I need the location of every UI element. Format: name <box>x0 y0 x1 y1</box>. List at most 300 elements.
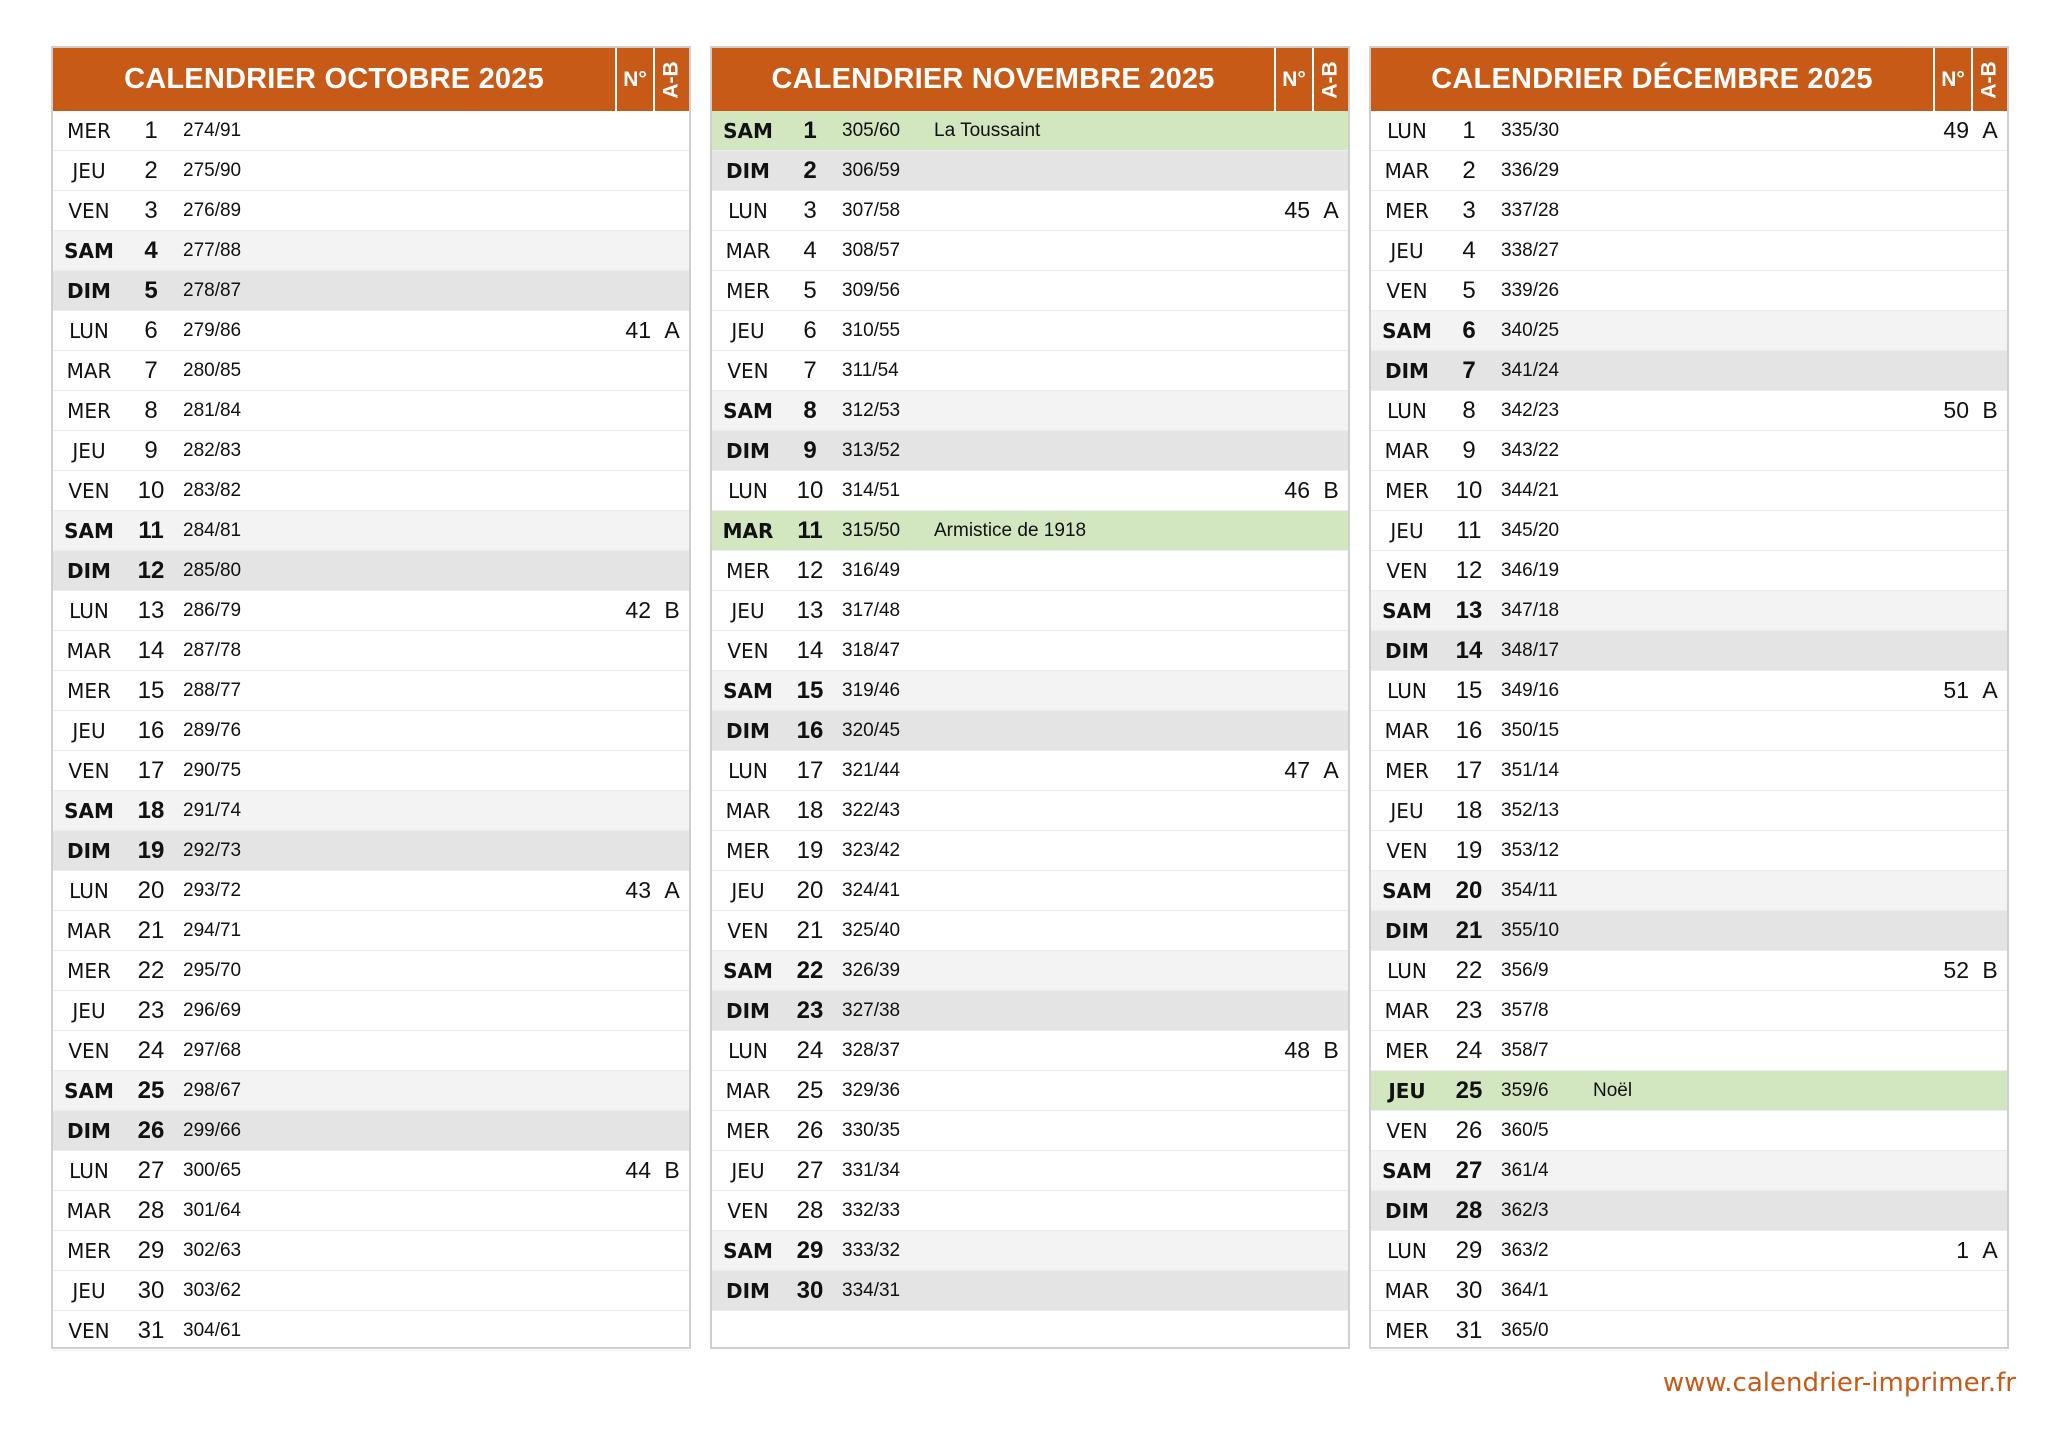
day-of-week: DIM <box>67 278 111 303</box>
day-row <box>53 591 689 631</box>
day-row <box>712 951 1348 991</box>
day-number: 3 <box>1462 196 1476 224</box>
day-row <box>1371 391 2007 431</box>
ab-week: A <box>1323 197 1339 223</box>
day-row <box>712 511 1348 551</box>
day-row <box>1371 831 2007 871</box>
day-row <box>1371 951 2007 991</box>
day-number: 24 <box>796 1036 824 1064</box>
ab-week: B <box>1323 1037 1339 1063</box>
ab-week: A <box>664 877 680 903</box>
day-of-year: 335/30 <box>1501 119 1560 141</box>
day-of-week: LUN <box>69 1158 109 1183</box>
day-row <box>53 911 689 951</box>
day-number: 6 <box>1462 316 1476 344</box>
day-row <box>1371 231 2007 271</box>
day-number: 11 <box>138 516 164 544</box>
day-of-year: 295/70 <box>183 959 242 981</box>
ab-week: A <box>1982 1237 1998 1263</box>
day-row <box>712 391 1348 431</box>
day-row <box>1371 1191 2007 1231</box>
day-of-year: 289/76 <box>183 719 242 741</box>
day-row <box>1371 631 2007 671</box>
day-number: 9 <box>803 436 817 464</box>
day-number: 14 <box>1455 636 1483 664</box>
day-of-year: 319/46 <box>842 679 901 701</box>
day-number: 2 <box>144 156 158 184</box>
day-of-year: 318/47 <box>842 639 901 661</box>
month-header <box>1371 48 2007 111</box>
day-of-week: DIM <box>726 158 770 183</box>
day-row <box>53 551 689 591</box>
day-row <box>1371 471 2007 511</box>
day-number: 21 <box>796 916 824 944</box>
day-of-year: 321/44 <box>842 759 901 781</box>
day-row <box>53 791 689 831</box>
day-of-year: 287/78 <box>183 639 242 661</box>
day-number: 1 <box>144 116 158 144</box>
day-row <box>1371 1231 2007 1271</box>
day-of-year: 285/80 <box>183 559 242 581</box>
day-of-year: 357/8 <box>1501 999 1549 1021</box>
day-row <box>712 111 1348 151</box>
day-number: 28 <box>1455 1196 1483 1224</box>
day-row <box>1371 591 2007 631</box>
day-of-week: SAM <box>723 118 773 143</box>
day-number: 27 <box>137 1156 165 1184</box>
day-row <box>53 1031 689 1071</box>
week-number-column-header: N° <box>1933 48 1971 111</box>
day-of-week: MER <box>726 838 770 863</box>
day-of-year: 327/38 <box>842 999 901 1021</box>
day-number: 4 <box>1462 236 1476 264</box>
day-row <box>712 871 1348 911</box>
day-row <box>712 431 1348 471</box>
ab-week: B <box>664 597 680 623</box>
day-row <box>53 351 689 391</box>
day-of-year: 329/36 <box>842 1079 901 1101</box>
day-of-year: 298/67 <box>183 1079 242 1101</box>
day-number: 10 <box>1455 476 1483 504</box>
day-row <box>712 631 1348 671</box>
day-of-year: 316/49 <box>842 559 901 581</box>
day-of-year: 277/88 <box>183 239 242 261</box>
day-of-week: SAM <box>723 398 773 423</box>
day-row <box>1371 671 2007 711</box>
day-of-year: 346/19 <box>1501 559 1560 581</box>
day-of-year: 284/81 <box>183 519 242 541</box>
day-of-week: MAR <box>66 1198 112 1223</box>
day-of-year: 276/89 <box>183 199 242 221</box>
day-number: 22 <box>1455 956 1483 984</box>
day-of-week: DIM <box>726 438 770 463</box>
day-number: 23 <box>137 996 165 1024</box>
day-row <box>712 151 1348 191</box>
day-of-week: JEU <box>72 438 106 463</box>
day-row <box>53 191 689 231</box>
day-of-year: 286/79 <box>183 599 242 621</box>
day-of-year: 323/42 <box>842 839 901 861</box>
day-of-week: SAM <box>723 1238 773 1263</box>
day-row <box>1371 1111 2007 1151</box>
day-of-year: 340/25 <box>1501 319 1560 341</box>
day-of-year: 312/53 <box>842 399 901 421</box>
day-row <box>1371 751 2007 791</box>
day-number: 26 <box>796 1116 824 1144</box>
day-of-year: 354/11 <box>1501 879 1558 901</box>
day-of-week: MER <box>1385 198 1429 223</box>
day-number: 5 <box>1462 276 1476 304</box>
day-of-year: 350/15 <box>1501 719 1560 741</box>
month-title: CALENDRIER NOVEMBRE 2025 <box>771 63 1215 95</box>
day-rows <box>712 111 1348 1311</box>
day-of-year: 315/50 <box>842 519 901 541</box>
day-of-week: DIM <box>726 998 770 1023</box>
day-number: 7 <box>144 356 158 384</box>
day-number: 24 <box>1455 1036 1483 1064</box>
day-of-week: SAM <box>64 238 114 263</box>
day-of-year: 325/40 <box>842 919 901 941</box>
day-of-week: SAM <box>1382 598 1432 623</box>
day-of-year: 280/85 <box>183 359 242 381</box>
website-link[interactable]: www.calendrier-imprimer.fr <box>1662 1368 2016 1398</box>
day-rows <box>1371 111 2007 1351</box>
day-number: 30 <box>137 1276 165 1304</box>
day-row <box>53 111 689 151</box>
day-of-year: 345/20 <box>1501 519 1560 541</box>
day-row <box>1371 911 2007 951</box>
week-number: 43 <box>625 877 651 903</box>
day-of-year: 328/37 <box>842 1039 901 1061</box>
day-of-year: 332/33 <box>842 1199 901 1221</box>
day-of-week: LUN <box>728 1038 768 1063</box>
day-of-week: MER <box>726 558 770 583</box>
day-number: 31 <box>1455 1316 1483 1344</box>
day-of-week: MER <box>726 1118 770 1143</box>
month-october <box>51 46 691 1349</box>
day-row <box>53 431 689 471</box>
day-of-year: 307/58 <box>842 199 901 221</box>
day-row <box>53 1191 689 1231</box>
day-number: 19 <box>1455 836 1483 864</box>
day-number: 17 <box>1455 756 1483 784</box>
ab-week: B <box>1982 397 1998 423</box>
day-number: 23 <box>796 996 824 1024</box>
day-of-week: VEN <box>727 358 769 383</box>
day-of-week: DIM <box>726 1278 770 1303</box>
day-number: 29 <box>1455 1236 1483 1264</box>
ab-label: A-B <box>1978 60 2002 99</box>
day-row <box>53 311 689 351</box>
day-number: 15 <box>137 676 165 704</box>
day-of-week: LUN <box>69 878 109 903</box>
day-number: 2 <box>1462 156 1476 184</box>
day-of-year: 347/18 <box>1501 599 1560 621</box>
day-of-year: 338/27 <box>1501 239 1560 261</box>
day-number: 19 <box>137 836 165 864</box>
ab-label: A-B <box>1319 60 1343 99</box>
day-of-year: 297/68 <box>183 1039 242 1061</box>
day-of-week: SAM <box>723 678 773 703</box>
day-of-week: VEN <box>1386 278 1428 303</box>
day-of-year: 313/52 <box>842 439 901 461</box>
day-of-week: JEU <box>731 1158 765 1183</box>
day-number: 18 <box>1455 796 1483 824</box>
day-of-week: MAR <box>66 638 112 663</box>
day-of-week: DIM <box>1385 918 1429 943</box>
day-of-week: VEN <box>68 758 110 783</box>
day-row <box>712 1111 1348 1151</box>
day-of-week: DIM <box>1385 638 1429 663</box>
day-number: 30 <box>1455 1276 1483 1304</box>
day-row <box>53 1151 689 1191</box>
day-of-week: JEU <box>1390 518 1424 543</box>
day-of-year: 281/84 <box>183 399 242 421</box>
ab-week-column-header <box>1971 48 2007 111</box>
day-number: 15 <box>796 676 824 704</box>
day-number: 9 <box>1462 436 1476 464</box>
day-of-week: VEN <box>727 918 769 943</box>
day-rows <box>53 111 689 1351</box>
day-of-week: LUN <box>728 758 768 783</box>
day-number: 7 <box>803 356 817 384</box>
day-of-week: MAR <box>1384 1278 1430 1303</box>
day-of-year: 317/48 <box>842 599 901 621</box>
day-row <box>53 991 689 1031</box>
day-number: 12 <box>1455 556 1483 584</box>
day-of-year: 363/2 <box>1501 1239 1549 1261</box>
day-of-week: LUN <box>69 318 109 343</box>
day-of-year: 303/62 <box>183 1279 242 1301</box>
day-of-week: VEN <box>727 1198 769 1223</box>
day-row <box>53 711 689 751</box>
day-number: 20 <box>796 876 824 904</box>
ab-week: A <box>1323 757 1339 783</box>
ab-week: B <box>1323 477 1339 503</box>
day-of-week: MAR <box>1384 718 1430 743</box>
day-number: 9 <box>144 436 158 464</box>
day-row <box>1371 871 2007 911</box>
day-number: 8 <box>144 396 158 424</box>
day-of-week: LUN <box>1387 118 1427 143</box>
day-row <box>712 551 1348 591</box>
day-number: 13 <box>137 596 165 624</box>
day-number: 12 <box>137 556 165 584</box>
week-number-column-header: N° <box>1274 48 1312 111</box>
ab-label: A-B <box>660 60 684 99</box>
day-row <box>1371 991 2007 1031</box>
day-row <box>53 511 689 551</box>
day-of-week: JEU <box>72 998 106 1023</box>
day-row <box>712 271 1348 311</box>
day-of-year: 282/83 <box>183 439 242 461</box>
day-of-week: MER <box>67 1238 111 1263</box>
day-row <box>712 791 1348 831</box>
day-row <box>53 1311 689 1351</box>
day-of-week: SAM <box>64 798 114 823</box>
day-of-week: JEU <box>72 158 106 183</box>
day-row <box>53 471 689 511</box>
day-of-week: VEN <box>68 1318 110 1343</box>
day-number: 24 <box>137 1036 165 1064</box>
day-of-year: 356/9 <box>1501 959 1549 981</box>
day-number: 8 <box>803 396 817 424</box>
day-of-week: VEN <box>68 198 110 223</box>
day-of-week: LUN <box>1387 398 1427 423</box>
day-number: 11 <box>797 516 823 544</box>
day-of-week: JEU <box>731 878 765 903</box>
day-of-year: 342/23 <box>1501 399 1560 421</box>
day-row <box>53 391 689 431</box>
day-row <box>53 951 689 991</box>
month-november <box>710 46 1350 1349</box>
day-of-year: 339/26 <box>1501 279 1560 301</box>
day-of-week: MAR <box>1384 998 1430 1023</box>
day-row <box>53 1231 689 1271</box>
day-number: 6 <box>803 316 817 344</box>
day-number: 4 <box>144 236 158 264</box>
week-number: 46 <box>1284 477 1310 503</box>
day-row <box>1371 311 2007 351</box>
day-of-week: SAM <box>1382 318 1432 343</box>
ab-week: B <box>1982 957 1998 983</box>
day-number: 21 <box>137 916 165 944</box>
day-number: 18 <box>796 796 824 824</box>
day-of-week: VEN <box>68 478 110 503</box>
day-of-week: DIM <box>1385 358 1429 383</box>
day-of-year: 365/0 <box>1501 1319 1549 1341</box>
day-of-year: 291/74 <box>183 799 242 821</box>
day-of-week: MAR <box>66 358 112 383</box>
day-row <box>53 631 689 671</box>
day-number: 5 <box>803 276 817 304</box>
day-of-week: JEU <box>731 598 765 623</box>
day-of-week: MAR <box>1384 438 1430 463</box>
event-label: La Toussaint <box>934 119 1041 141</box>
day-of-year: 279/86 <box>183 319 242 341</box>
day-of-week: JEU <box>72 1278 106 1303</box>
day-row <box>712 1271 1348 1311</box>
day-of-week: LUN <box>1387 958 1427 983</box>
day-number: 11 <box>1456 516 1482 544</box>
day-of-week: DIM <box>726 718 770 743</box>
ab-week-column-header <box>653 48 689 111</box>
day-number: 7 <box>1462 356 1476 384</box>
day-row <box>1371 1271 2007 1311</box>
month-december <box>1369 46 2009 1349</box>
day-number: 20 <box>1455 876 1483 904</box>
day-of-week: MER <box>1385 1318 1429 1343</box>
day-row <box>53 151 689 191</box>
day-of-week: MAR <box>66 918 112 943</box>
day-number: 27 <box>796 1156 824 1184</box>
day-number: 8 <box>1462 396 1476 424</box>
day-row <box>712 1151 1348 1191</box>
day-of-week: SAM <box>64 1078 114 1103</box>
day-row <box>1371 1151 2007 1191</box>
day-number: 16 <box>137 716 165 744</box>
day-number: 23 <box>1455 996 1483 1024</box>
day-number: 30 <box>796 1276 824 1304</box>
day-of-week: SAM <box>1382 878 1432 903</box>
day-number: 12 <box>796 556 824 584</box>
week-number: 42 <box>625 597 651 623</box>
day-number: 13 <box>1455 596 1483 624</box>
day-of-week: LUN <box>69 598 109 623</box>
day-row <box>53 871 689 911</box>
day-of-week: MAR <box>725 238 771 263</box>
day-of-week: LUN <box>728 478 768 503</box>
day-of-week: MER <box>1385 478 1429 503</box>
day-row <box>1371 791 2007 831</box>
day-of-week: VEN <box>1386 1118 1428 1143</box>
day-of-year: 274/91 <box>183 119 242 141</box>
day-of-week: DIM <box>67 838 111 863</box>
day-of-year: 355/10 <box>1501 919 1560 941</box>
day-of-week: SAM <box>64 518 114 543</box>
event-label: Noël <box>1593 1079 1633 1101</box>
day-of-year: 362/3 <box>1501 1199 1549 1221</box>
day-of-week: VEN <box>1386 838 1428 863</box>
day-row <box>1371 1031 2007 1071</box>
day-of-year: 341/24 <box>1501 359 1560 381</box>
day-row <box>53 1111 689 1151</box>
day-number: 22 <box>796 956 824 984</box>
ab-week: A <box>1982 677 1998 703</box>
day-of-year: 306/59 <box>842 159 901 181</box>
day-of-week: SAM <box>1382 1158 1432 1183</box>
day-of-week: VEN <box>68 1038 110 1063</box>
day-row <box>712 751 1348 791</box>
ab-week-column-header <box>1312 48 1348 111</box>
day-of-week: DIM <box>1385 1198 1429 1223</box>
day-number: 27 <box>1455 1156 1483 1184</box>
day-of-year: 310/55 <box>842 319 901 341</box>
day-of-week: MAR <box>1384 158 1430 183</box>
day-of-week: LUN <box>1387 1238 1427 1263</box>
day-of-year: 349/16 <box>1501 679 1560 701</box>
day-number: 16 <box>1455 716 1483 744</box>
day-of-week: LUN <box>1387 678 1427 703</box>
day-row <box>1371 151 2007 191</box>
day-number: 19 <box>796 836 824 864</box>
day-number: 5 <box>144 276 158 304</box>
day-row <box>53 1271 689 1311</box>
event-label: Armistice de 1918 <box>934 519 1087 541</box>
day-number: 26 <box>137 1116 165 1144</box>
day-row <box>1371 431 2007 471</box>
day-of-year: 358/7 <box>1501 1039 1549 1061</box>
day-of-year: 302/63 <box>183 1239 242 1261</box>
day-of-year: 314/51 <box>842 479 901 501</box>
month-header <box>712 48 1348 111</box>
day-of-week: MER <box>1385 758 1429 783</box>
day-of-year: 296/69 <box>183 999 242 1021</box>
month-title: CALENDRIER OCTOBRE 2025 <box>124 63 544 95</box>
day-of-week: JEU <box>731 318 765 343</box>
day-row <box>1371 711 2007 751</box>
day-of-week: MER <box>67 958 111 983</box>
day-number: 15 <box>1455 676 1483 704</box>
day-of-week: JEU <box>1390 798 1424 823</box>
week-number: 44 <box>625 1157 651 1183</box>
day-row <box>53 231 689 271</box>
day-of-year: 348/17 <box>1501 639 1560 661</box>
day-of-year: 305/60 <box>842 119 901 141</box>
week-number: 51 <box>1943 677 1969 703</box>
day-of-year: 359/6 <box>1501 1079 1549 1101</box>
day-row <box>1371 511 2007 551</box>
